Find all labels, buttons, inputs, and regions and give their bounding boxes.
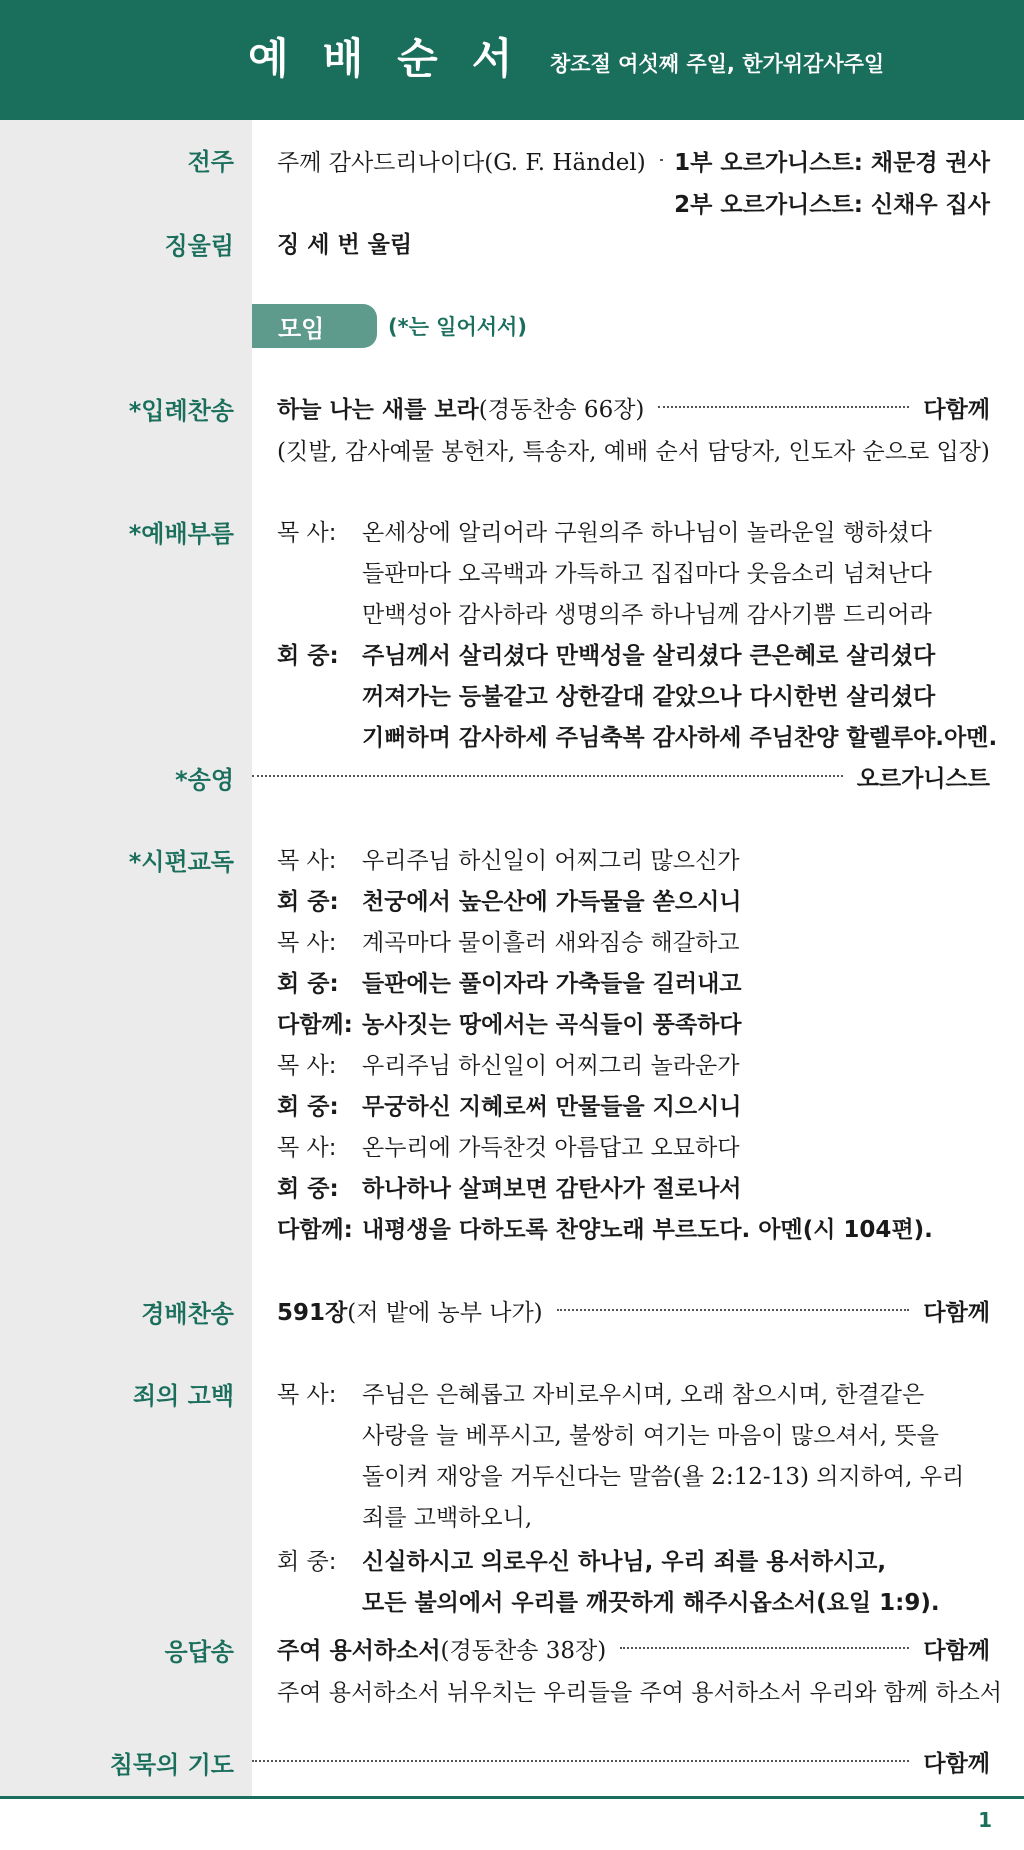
leader-dots [252,1760,909,1762]
prelude-organist-1: 1부 오르가니스트: 채문경 권사 [674,149,990,176]
psalm-speaker: 목 사: [277,1135,337,1161]
speaker-congregation: 회 중: [277,643,339,669]
psalm-line: 온누리에 가득찬것 아름답고 오묘하다 [362,1135,740,1161]
label-confession: 죄의 고백 [132,1382,234,1410]
leader-dots [620,1647,909,1649]
leader-dots [252,775,843,777]
psalm-line: 계곡마다 물이흘러 새와짐승 해갈하고 [362,930,740,956]
label-prelude: 전주 [187,148,234,176]
psalm-speaker: 회 중: [277,889,339,915]
call-cong-line: 주님께서 살리셨다 만백성을 살리셨다 큰은혜로 살리셨다 [362,643,936,669]
speaker-congregation: 회 중: [277,1549,337,1575]
confession-pastor-line: 주님은 은혜롭고 자비로우시며, 오래 참으시며, 한결같은 [362,1382,925,1408]
section-tag-gathering: 모임 [252,304,377,348]
footer-rule [0,1796,1024,1799]
response-line [277,1630,990,1666]
response-text: 주여 용서하소서 뉘우치는 우리들을 주여 용서하소서 우리와 함께 하소서 [277,1680,1003,1706]
page-title: 예배순서 [248,34,547,83]
psalm-speaker: 목 사: [277,1053,337,1079]
psalm-line: 우리주님 하신일이 어찌그리 많으신가 [362,848,740,874]
confession-cong-line: 신실하시고 의로우신 하나님, 우리 죄를 용서하시고, [362,1549,887,1575]
label-hymn: 경배찬송 [141,1300,234,1328]
response-ref: (경동찬송 38장) [440,1637,607,1664]
label-doxology: *송영 [175,766,234,794]
speaker-pastor: 목 사: [277,520,337,546]
psalm-speaker: 다함께: [277,1012,353,1038]
label-silent-prayer: 침묵의 기도 [109,1751,234,1779]
call-pastor-line: 온세상에 알리어라 구원의주 하나님이 놀라운일 행하셨다 [362,520,932,546]
standing-note: (*는 일어서서) [388,315,527,339]
label-call-to-worship: *예배부름 [128,520,234,548]
entrance-hymn-ref: (경동찬송 66장) [478,396,645,423]
entrance-who: 다함께 [923,396,990,423]
psalm-speaker: 회 중: [277,1094,339,1120]
response-title: 주여 용서하소서 [277,1637,441,1664]
psalm-line: 들판에는 풀이자라 가축들을 길러내고 [362,971,742,997]
confession-cong-line: 모든 불의에서 우리를 깨끗하게 해주시옵소서(요일 1:9). [362,1590,940,1616]
psalm-speaker: 목 사: [277,930,337,956]
page-subtitle: 창조절 여섯째 주일, 한가위감사주일 [550,52,885,76]
doxology-who: 오르가니스트 [856,765,990,792]
call-cong-line: 꺼져가는 등불같고 상한갈대 같았으나 다시한번 살리셨다 [362,684,936,710]
header-banner [0,0,1024,120]
psalm-speaker: 다함께: [277,1217,353,1243]
psalm-line: 무궁하신 지혜로써 만물들을 지으시니 [362,1094,742,1120]
psalm-line: 천궁에서 높은산에 가득물을 쏟으시니 [362,889,742,915]
label-response: 응답송 [164,1638,234,1666]
confession-pastor-line: 돌이켜 재앙을 거두신다는 말씀(욜 2:12-13) 의지하여, 우리 [362,1464,965,1490]
silent-who: 다함께 [923,1750,990,1777]
page-number: 1 [978,1808,992,1832]
bell-text: 징 세 번 울림 [277,232,413,258]
hymn-number: 591장 [277,1299,348,1326]
prelude-organist-2: 2부 오르가니스트: 신채우 집사 [674,192,990,218]
leader-dots [557,1309,910,1311]
response-who: 다함께 [923,1637,990,1664]
hymn-line [277,1292,990,1328]
entrance-hymn-title: 하늘 나는 새를 보라 [277,396,479,423]
label-column [0,120,252,1796]
prelude-piece: 주께 감사드리나이다(G. F. Händel) [277,149,646,176]
leader-dots [658,406,909,408]
prelude-line [277,142,990,178]
psalm-line: 우리주님 하신일이 어찌그리 놀라운가 [362,1053,740,1079]
call-cong-line: 기뻐하며 감사하세 주님축복 감사하세 주님찬양 할렐루야.아멘. [362,725,998,751]
hymn-title: (저 밭에 농부 나가) [347,1299,543,1326]
label-psalm-reading: *시편교독 [128,848,234,876]
psalm-speaker: 회 중: [277,1176,339,1202]
psalm-line: 하나하나 살펴보면 감탄사가 절로나서 [362,1176,742,1202]
entrance-note: (깃발, 감사예물 봉헌자, 특송자, 예배 순서 담당자, 인도자 순으로 입장) [277,439,990,465]
psalm-speaker: 회 중: [277,971,339,997]
silent-line [252,1743,990,1779]
call-pastor-line: 들판마다 오곡백과 가득하고 집집마다 웃음소리 넘쳐난다 [362,561,932,587]
label-entrance: *입례찬송 [128,397,234,425]
speaker-pastor: 목 사: [277,1382,337,1408]
doxology-line [252,758,990,794]
call-pastor-line: 만백성아 감사하라 생명의주 하나님께 감사기쁨 드리어라 [362,602,932,628]
confession-pastor-line: 죄를 고백하오니, [362,1505,533,1531]
psalm-speaker: 목 사: [277,848,337,874]
label-bell: 징울림 [164,232,234,260]
confession-pastor-line: 사랑을 늘 베푸시고, 불쌍히 여기는 마음이 많으셔서, 뜻을 [362,1423,939,1449]
psalm-line: 농사짓는 땅에서는 곡식들이 풍족하다 [362,1012,742,1038]
psalm-line: 내평생을 다하도록 찬양노래 부르도다. 아멘(시 104편). [362,1217,933,1243]
entrance-line [277,389,990,425]
hymn-who: 다함께 [923,1299,990,1326]
